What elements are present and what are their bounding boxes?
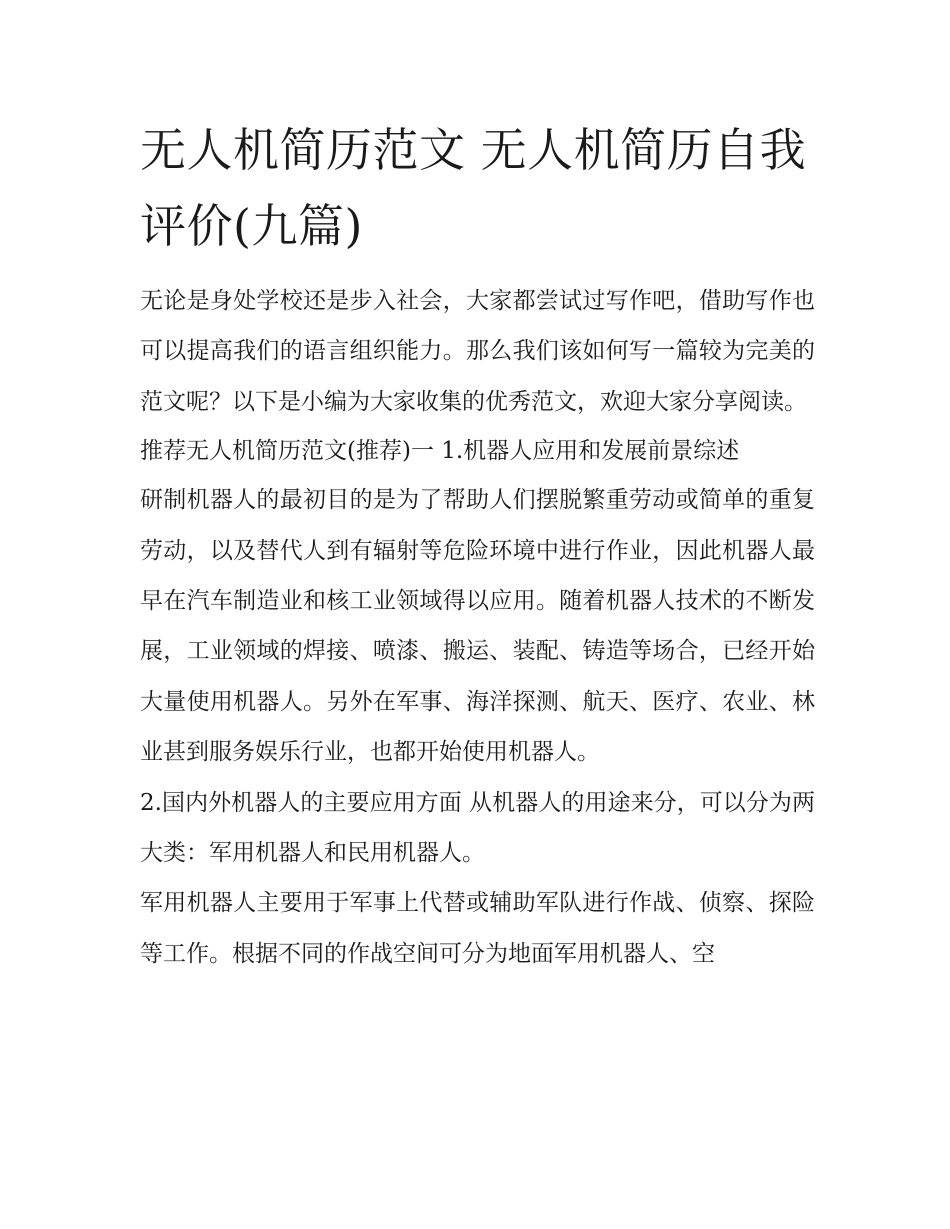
body-paragraph: 军用机器人主要用于军事上代替或辅助军队进行作战、侦察、探险等工作。根据不同的作战空间可分为地面军用机器人、空 [140, 890, 815, 967]
body-paragraph: 研制机器人的最初目的是为了帮助人们摆脱繁重劳动或简单的重复劳动，以及替代人到有辐射等危险环境中进行作业，因此机器人最早在汽车制造业和核工业领域得以应用。随着机器人技术的不断发展，工业领域的焊接、喷漆、搬运、装配、铸造等场合，已经开始大量使用机器人。另外在军事、海洋探测、航天、医疗、农业、林业甚到服务娱乐行业，也都开始使用机器人。 [140, 487, 815, 766]
section-heading-paragraph: 推荐无人机简历范文(推荐)一 1.机器人应用和发展前景综述 [140, 438, 740, 465]
document-page [140, 112, 815, 979]
document-title: 无人机简历范文 无人机简历自我评价(九篇) [140, 123, 807, 253]
body-paragraph: 2.国内外机器人的主要应用方面 从机器人的用途来分，可以分为两大类：军用机器人和民用机器人。 [140, 789, 815, 867]
document-body [140, 276, 815, 979]
intro-paragraph: 无论是身处学校还是步入社会，大家都尝试过写作吧，借助写作也可以提高我们的语言组织能力。那么我们该如何写一篇较为完美的范文呢？以下是小编为大家收集的优秀范文，欢迎大家分享阅读。 [140, 288, 815, 415]
